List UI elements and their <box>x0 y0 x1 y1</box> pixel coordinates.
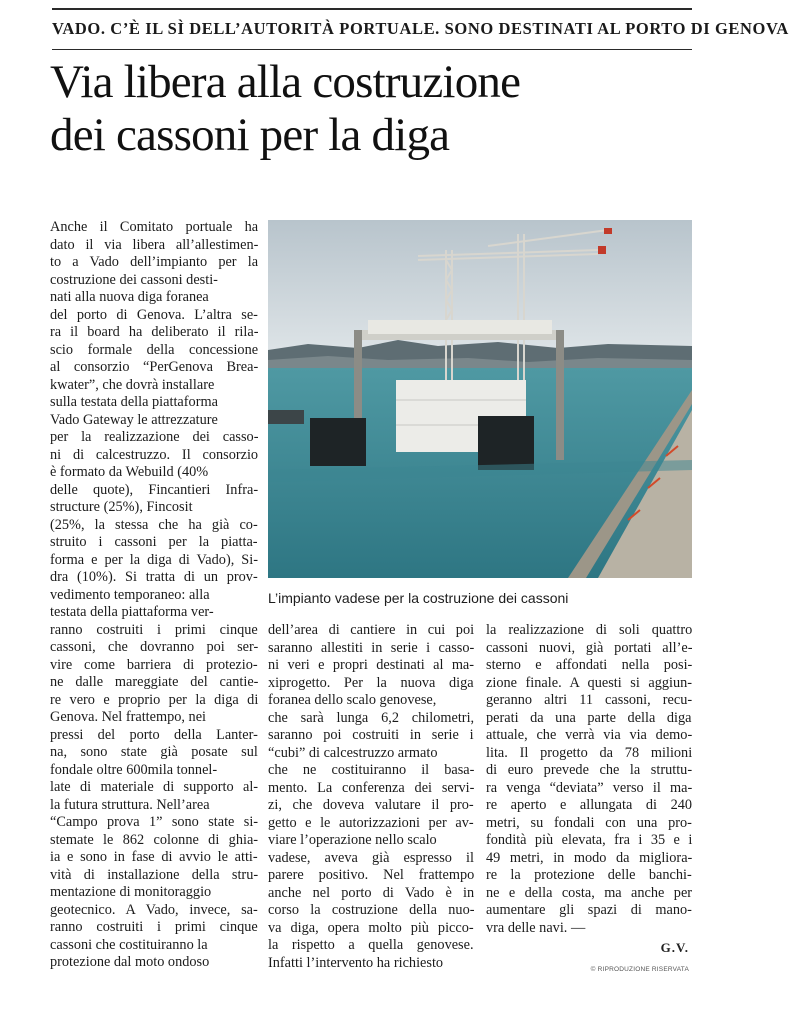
text-line: saranno allestiti in serie i casso- <box>268 639 475 656</box>
author-signature: G.V. <box>660 940 689 955</box>
text-line: xiprogetto. Per la nuova diga <box>268 674 474 691</box>
text-line: costruzione dei cassoni desti- <box>50 271 218 288</box>
text-line: dra (10%). Si tratta di un prov- <box>50 569 258 585</box>
text-line: vità di installazione della stru- <box>50 866 259 883</box>
text-line: ni veri e propri destinati al ma- <box>268 657 475 673</box>
text-line: cassoni nuovi, già portati all’e- <box>486 639 693 656</box>
text-line: che sarà lunga 6,2 chilometri, <box>268 709 475 726</box>
text-line: fondale oltre 600mila tonnel- <box>50 761 218 778</box>
article-column-right <box>486 622 692 937</box>
text-line: dato il via libera all’allestimen- <box>50 236 259 253</box>
text-line: geotecnico. A Vado, invece, sa- <box>50 901 258 918</box>
text-line: ia e sono in fase di avvio le atti- <box>50 849 258 865</box>
text-line: corso la costruzione della nuo- <box>268 902 475 918</box>
text-line: kwater”, che dovrà installare <box>50 376 215 393</box>
text-line: fondità più elevata, fra i 35 e i <box>486 832 693 848</box>
text-line: to a Vado dell’impianto per la <box>50 254 259 270</box>
text-line: vra delle navi. — <box>486 919 586 936</box>
text-line: struito i cassoni per la piatta- <box>50 534 258 550</box>
text-line: la futura struttura. Nell’area <box>50 796 210 813</box>
text-line: forma e per la diga di Vado), Si- <box>50 551 258 568</box>
text-line: per la realizzazione dei casso- <box>50 429 259 445</box>
text-line: 49 metri, in modo da migliora- <box>486 849 693 866</box>
text-line: zi, che doveva valutare il pro- <box>268 797 474 813</box>
headline-line: Via libera alla costruzione <box>50 56 521 108</box>
text-line: vire come barriera di protezio- <box>50 656 258 673</box>
article-column-left <box>50 219 258 972</box>
text-line: delle quote), Fincantieri Infra- <box>50 481 259 498</box>
text-line: che ne costituiranno il basa- <box>268 762 475 778</box>
text-line: re vero e proprio per la diga di <box>50 691 259 708</box>
text-line: sterno e affondati nella posi- <box>486 657 693 673</box>
text-line: re la protezione delle banchi- <box>486 867 692 883</box>
text-line: è formato da Webuild (40% <box>50 464 209 480</box>
text-line: mento. La conferenza dei servi- <box>268 779 475 796</box>
text-line: ne e della costa, ma anche per <box>486 884 693 901</box>
text-line: late di materiale di supporto al- <box>50 779 259 795</box>
text-line: getto e le autorizzazioni per av- <box>268 814 474 831</box>
copyright-notice: © RIPRODUZIONE RISERVATA <box>590 966 689 973</box>
text-line: la realizzazione di soli quattro <box>486 622 693 638</box>
text-line: perati da una parte della diga <box>486 709 692 726</box>
text-line: testata della piattaforma ver- <box>50 604 214 620</box>
text-line: scio formale della concessione <box>50 341 259 358</box>
text-line: aumentare gli spazi di mano- <box>486 902 692 918</box>
text-line: la rispetto a quella genovese. <box>268 937 474 953</box>
text-line: zione finale. A questi si aggiun- <box>486 674 693 691</box>
text-line: ranno costruiti i primi cinque <box>50 621 258 638</box>
text-line: re aperto e allungata di 240 <box>486 797 693 813</box>
text-line: ne dalle mareggiate del cantie- <box>50 674 259 690</box>
text-line: Vado Gateway le attrezzature <box>50 411 218 428</box>
text-line: ra il board ha deliberato il rila- <box>50 324 259 340</box>
text-line: dell’area di cantiere in cui poi <box>268 622 475 638</box>
text-line: structure (25%), Fincosit <box>50 499 193 515</box>
text-line: Infatti l’intervento ha richiesto <box>268 954 444 971</box>
text-line: al consorzio “PerGenova Brea- <box>50 359 259 375</box>
text-line: ni di calcestruzzo. Il consorzio <box>50 446 259 463</box>
text-line: del porto di Genova. L’altra se- <box>50 306 258 323</box>
construction-site-photo <box>268 220 692 578</box>
photo-illustration <box>268 220 692 578</box>
text-line: metri, su fondali con una pro- <box>486 814 692 831</box>
text-line: “cubi” di calcestruzzo armato <box>268 744 438 761</box>
text-line: Genova. Nel frattempo, nei <box>50 709 207 725</box>
text-line: stemate le 862 colonne di ghia- <box>50 831 259 848</box>
text-line: anche nel porto di Vado è in <box>268 884 475 901</box>
article-headline <box>50 56 696 162</box>
text-line: cassoni che costituiranno la <box>50 936 208 953</box>
headline-line: dei cassoni per la diga <box>50 109 450 161</box>
text-line: pressi del porto della Lanter- <box>50 726 258 743</box>
text-line: di euro prevede che la struttu- <box>486 762 693 778</box>
text-line: sulla testata della piattaforma <box>50 394 218 410</box>
text-line: ranno costruiti i primi cinque <box>50 919 258 935</box>
text-line: saranno poi costruiti in serie i <box>268 727 474 743</box>
text-line: lita. Il progetto da 78 milioni <box>486 744 693 761</box>
text-line: va diga, opera molto più picco- <box>268 919 474 936</box>
text-line: “Campo prova 1” sono state si- <box>50 814 259 830</box>
photo-caption: L’impianto vadese per la costruzione dei cassoni <box>268 590 569 606</box>
article-kicker: VADO. C’È IL SÌ DELL’AUTORITÀ PORTUALE. SONO DESTINATI AL PORTO DI GENOVA <box>52 8 692 50</box>
text-line: ra venga “deviata” verso il ma- <box>486 779 693 796</box>
text-line: attuale, che verrà via via demo- <box>486 727 693 743</box>
text-line: (25%, la stessa che ha già co- <box>50 516 258 533</box>
text-line: vadese, aveva già espresso il <box>268 849 474 866</box>
article-column-middle <box>268 622 474 972</box>
text-line: viare l’operazione nello scalo <box>268 832 437 848</box>
text-line: nati alla nuova diga foranea <box>50 289 209 305</box>
text-line: vedimento temporaneo: alla <box>50 586 210 603</box>
text-line: parere positivo. Nel frattempo <box>268 867 475 883</box>
text-line: na, sono state già posate sul <box>50 744 258 760</box>
text-line: mentazione di monitoraggio <box>50 884 212 900</box>
text-line: protezione dal moto ondoso <box>50 954 210 970</box>
text-line: foranea dello scalo genovese, <box>268 692 437 708</box>
text-line: Anche il Comitato portuale ha <box>50 219 259 235</box>
text-line: cassoni, che dovranno poi ser- <box>50 639 259 655</box>
text-line: geranno altri 11 cassoni, recu- <box>486 692 693 708</box>
